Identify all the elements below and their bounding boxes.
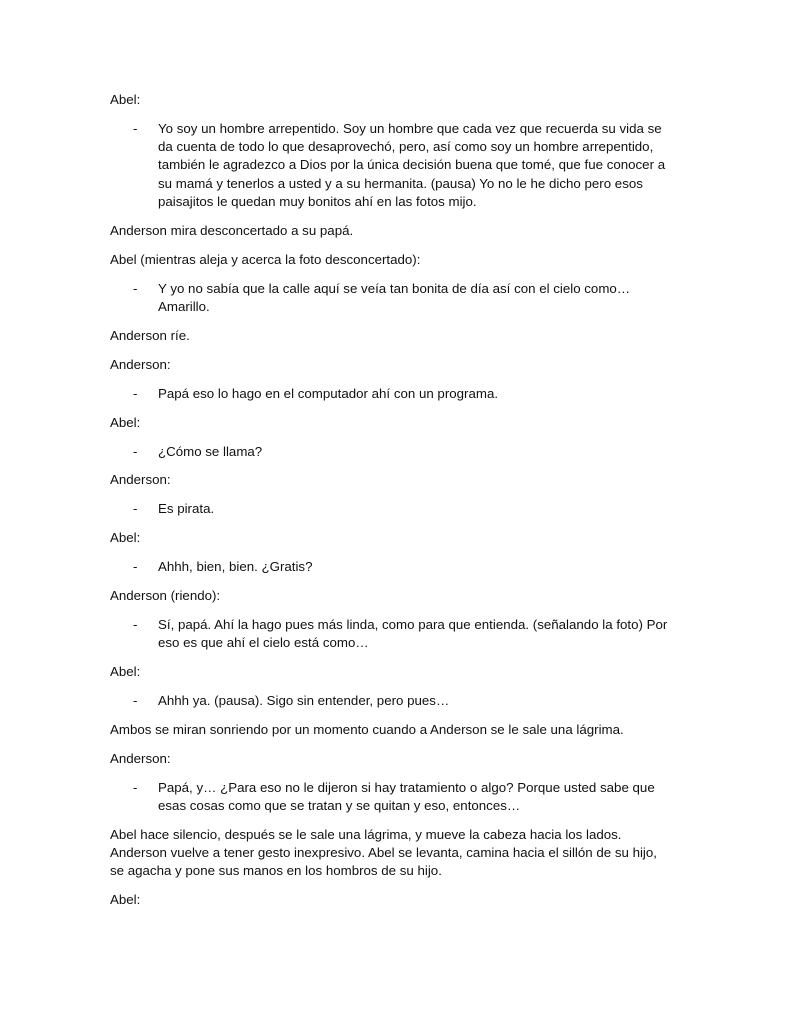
dialog-line [110,616,670,653]
speaker-line: Abel: [110,892,141,908]
speaker-line: Anderson (riendo): [110,587,221,603]
speaker-line: Abel: [110,530,141,546]
dialog-text: Papá eso lo hago en el computador ahí con un programa. [158,385,499,401]
dialog-line [110,385,670,403]
action-line: Anderson mira desconcertado a su papá. [110,222,354,238]
dialog-dash: - [133,779,138,795]
dialog-text: Y yo no sabía que la calle aquí se veía tan bonita de día así con el cielo como… Amarillo. [158,280,631,315]
dialog-text: ¿Cómo se llama? [158,443,263,459]
dialog-line [110,443,670,461]
dialog-dash: - [133,385,138,401]
dialog-text: Yo soy un hombre arrepentido. Soy un hombre que cada vez que recuerda su vida se da cuenta de todo lo que desaprovechó, pero, así como soy un hombre arrepentido, también le agradezco a Dios por la única decisión buena que tomé, que fue conocer a su mamá y tenerlos a usted y a su hermanita. (pausa) Yo no le he dicho pero esos paisajitos le quedan muy bonitos ahí en las fotos mijo. [158,120,666,210]
dialog-line [110,120,670,211]
dialog-dash: - [133,280,138,296]
dialog-dash: - [133,692,138,708]
document-page [110,91,670,920]
action-line: Anderson ríe. [110,327,190,343]
action-line: Abel hace silencio, después se le sale una lágrima, y mueve la cabeza hacia los lados. Anderson vuelve a tener gesto inexpresivo. Abel se levanta, camina hacia el sillón de su hijo, se agacha y pone sus manos en los hombros de su hijo. [110,826,657,879]
dialog-dash: - [133,616,138,632]
dialog-text: Es pirata. [158,501,215,517]
dialog-line [110,280,670,317]
speaker-line: Anderson: [110,750,171,766]
speaker-line: Anderson: [110,472,171,488]
speaker-line: Abel: [110,414,141,430]
dialog-dash: - [133,559,138,575]
dialog-text: Sí, papá. Ahí la hago pues más linda, como para que entienda. (señalando la foto) Por eso es que ahí el cielo está como… [158,616,668,651]
dialog-dash: - [133,120,138,136]
dialog-line [110,558,670,576]
speaker-line: Abel (mientras aleja y acerca la foto desconcertado): [110,251,421,267]
speaker-line: Anderson: [110,356,171,372]
dialog-text: Ahhh ya. (pausa). Sigo sin entender, pero pues… [158,692,450,708]
dialog-text: Ahhh, bien, bien. ¿Gratis? [158,559,313,575]
action-line: Ambos se miran sonriendo por un momento cuando a Anderson se le sale una lágrima. [110,721,624,737]
dialog-line [110,692,670,710]
dialog-dash: - [133,443,138,459]
dialog-line [110,779,670,816]
dialog-line [110,500,670,518]
dialog-text: Papá, y… ¿Para eso no le dijeron si hay tratamiento o algo? Porque usted sabe que esas cosas como que se tratan y se quitan y eso, entonces… [158,779,655,813]
dialog-dash: - [133,501,138,517]
speaker-line: Abel: [110,92,141,107]
speaker-line: Abel: [110,664,141,680]
